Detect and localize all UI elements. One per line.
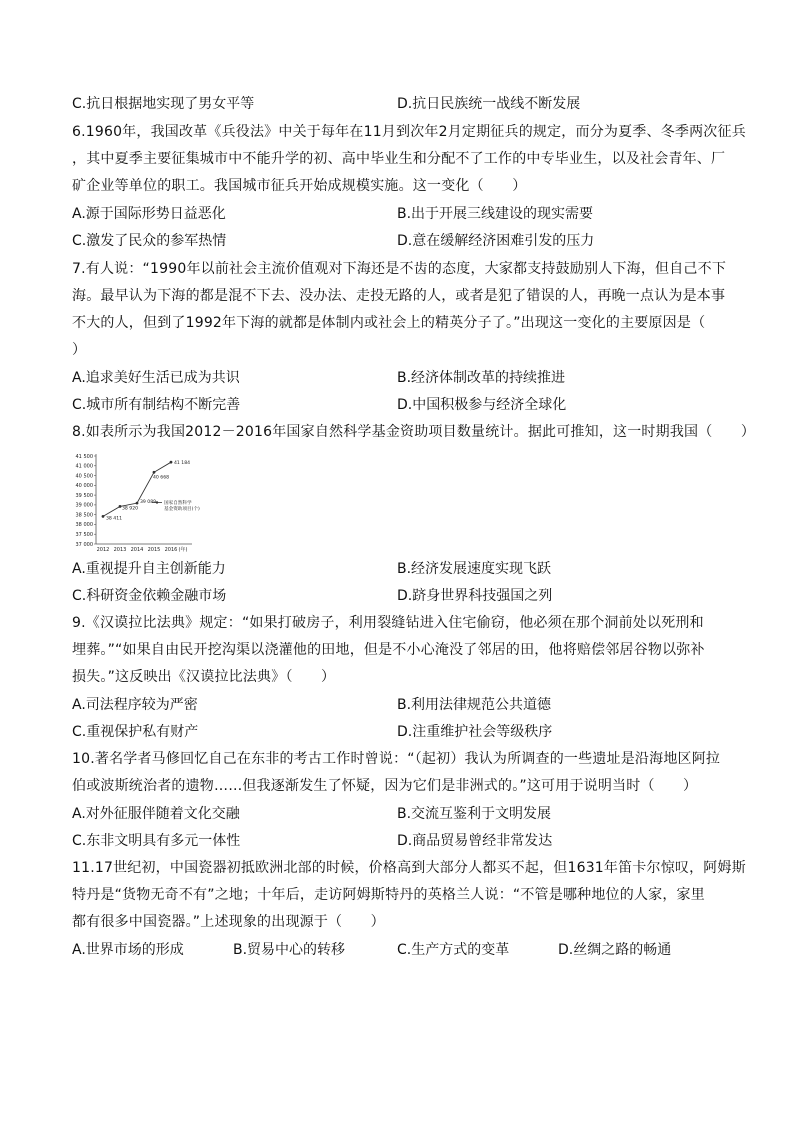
- q6-option-d: D.意在缓解经济困难引发的压力: [397, 233, 595, 249]
- data-point: [102, 515, 105, 518]
- q7-option-d: D.中国积极参与经济全球化: [397, 397, 567, 413]
- y-tick-label: 41 000: [75, 463, 93, 470]
- y-tick-label: 37 500: [75, 532, 93, 539]
- q9-text-line-2: 埋葬。”“如果自由民开挖沟渠以浇灌他的田地，但是不小心淹没了邻居的田，他将赔偿邻居谷物以弥补: [72, 642, 705, 658]
- x-tick-label: 2014: [130, 547, 144, 553]
- q11-text-line-1: 11.17世纪初，中国瓷器初抵欧洲北部的时候，价格高到大部分人都买不起，但1631年笛卡尔惊叹，阿姆斯: [72, 860, 746, 876]
- x-tick-label: 2013: [113, 547, 127, 553]
- q6-text-line-1: 6.1960年，我国改革《兵役法》中关于每年在11月到次年2月定期征兵的规定，而分为夏季、冬季两次征兵: [72, 124, 746, 140]
- y-tick-label: 38 500: [75, 512, 93, 519]
- y-tick-label: 40 500: [75, 473, 93, 480]
- q7-text-line-3: 不大的人，但到了1992年下海的就都是体制内或社会上的精英分子了。”出现这一变化的主要原因是（: [72, 315, 706, 331]
- q7-text-line-2: 海。最早认为下海的都是混不下去、没办法、走投无路的人，或者是犯了错误的人，再晚一点认为是本事: [72, 288, 726, 304]
- q9-option-b: B.利用法律规范公共道德: [397, 697, 552, 713]
- q7-option-b: B.经济体制改革的持续推进: [397, 370, 566, 386]
- q8-option-c: C.科研资金依赖金融市场: [72, 588, 227, 604]
- data-label: 40 668: [153, 475, 170, 481]
- data-point: [170, 461, 173, 464]
- data-point: [136, 502, 139, 505]
- q11-option-c: C.生产方式的变革: [397, 942, 510, 958]
- q10-text-line-1: 10.著名学者马修回忆自己在东非的考古工作时曾说：“（起初）我认为所调查的一些遗址是沿海地区阿拉: [72, 751, 721, 767]
- y-tick-label: 39 000: [75, 502, 93, 509]
- q10-option-d: D.商品贸易曾经非常发达: [397, 833, 553, 849]
- q7-option-c: C.城市所有制结构不断完善: [72, 397, 241, 413]
- q5-option-c: C.抗日根据地实现了男女平等: [72, 96, 255, 112]
- q6-option-c: C.激发了民众的参军热情: [72, 233, 227, 249]
- q7-text-line-1: 7.有人说：“1990年以前社会主流价值观对下海还是不齿的态度，大家都支持鼓励别人下海，但自己不下: [72, 261, 727, 277]
- y-tick-label: 38 000: [75, 522, 93, 529]
- q9-text-line-1: 9.《汉谟拉比法典》规定：“如果打破房子，利用裂缝钻进入住宅偷窃，他必须在那个洞前处以死刑和: [72, 615, 704, 631]
- q6-text-line-3: 矿企业等单位的职工。我国城市征兵开始成规模实施。这一变化（ ）: [72, 178, 527, 194]
- x-tick-label: 2016: [164, 547, 178, 553]
- data-label: 38 920: [122, 506, 139, 512]
- q6-option-a: A.源于国际形势日益恶化: [72, 206, 226, 222]
- q10-option-a: A.对外征服伴随着文化交融: [72, 806, 240, 822]
- q8-option-a: A.重视提升自主创新能力: [72, 561, 226, 577]
- legend-label: 基金资助项目(个): [164, 507, 200, 512]
- y-tick-label: 40 000: [75, 483, 93, 490]
- q9-option-d: D.注重维护社会等级秩序: [397, 724, 553, 740]
- q11-option-a: A.世界市场的形成: [72, 942, 184, 958]
- q6-text-line-2: ，其中夏季主要征集城市中不能升学的初、高中毕业生和分配不了工作的中专毕业生，以及社会青年、厂: [72, 151, 726, 167]
- q9-option-a: A.司法程序较为严密: [72, 697, 198, 713]
- data-point: [153, 471, 156, 474]
- legend-swatch-point: [156, 501, 158, 503]
- q11-text-line-3: 都有很多中国瓷器。”上述现象的出现源于（ ）: [72, 914, 385, 930]
- legend-label: 国家自然科学: [164, 501, 192, 506]
- q10-option-c: C.东非文明具有多元一体性: [72, 833, 241, 849]
- q8-text-line-1: 8.如表所示为我国2012－2016年国家自然科学基金资助项目数量统计。据此可推知，这一时期我国（ ）: [72, 424, 756, 440]
- q6-option-b: B.出于开展三线建设的现实需要: [397, 206, 594, 222]
- q11-text-line-2: 特丹是“货物无奇不有”之地；十年后，走访阿姆斯特丹的英格兰人说：“不管是哪种地位的人家，家里: [72, 887, 705, 903]
- y-tick-label: 37 000: [75, 541, 93, 548]
- q9-text-line-3: 损失。”这反映出《汉谟拉比法典》（ ）: [72, 669, 336, 685]
- q10-option-b: B.交流互鉴利于文明发展: [397, 806, 552, 822]
- q7-option-a: A.追求美好生活已成为共识: [72, 370, 240, 386]
- q11-option-d: D.丝绸之路的畅通: [558, 942, 672, 958]
- q10-text-line-2: 伯或波斯统治者的遗物……但我逐渐发生了怀疑，因为它们是非洲式的。”这可用于说明当时（ ）: [72, 778, 698, 794]
- q5-option-d: D.抗日民族统一战线不断发展: [397, 96, 581, 112]
- q11-option-b: B.贸易中心的转移: [233, 942, 346, 958]
- data-point: [119, 505, 122, 508]
- x-tick-label: 2012: [96, 547, 110, 553]
- data-label: 38 411: [106, 516, 123, 522]
- y-tick-label: 39 500: [75, 492, 93, 499]
- y-tick-label: 41 500: [75, 453, 93, 460]
- data-label: 39 089: [140, 500, 157, 506]
- funding-projects-line-chart: [72, 451, 222, 556]
- q8-option-b: B.经济发展速度实现飞跃: [397, 561, 552, 577]
- data-label: 41 184: [174, 461, 191, 467]
- q8-option-d: D.跻身世界科技强国之列: [397, 588, 553, 604]
- q7-text-line-4: ）: [72, 342, 87, 358]
- x-axis-unit: (年): [178, 547, 188, 553]
- q9-option-c: C.重视保护私有财产: [72, 724, 199, 740]
- x-tick-label: 2015: [147, 547, 161, 553]
